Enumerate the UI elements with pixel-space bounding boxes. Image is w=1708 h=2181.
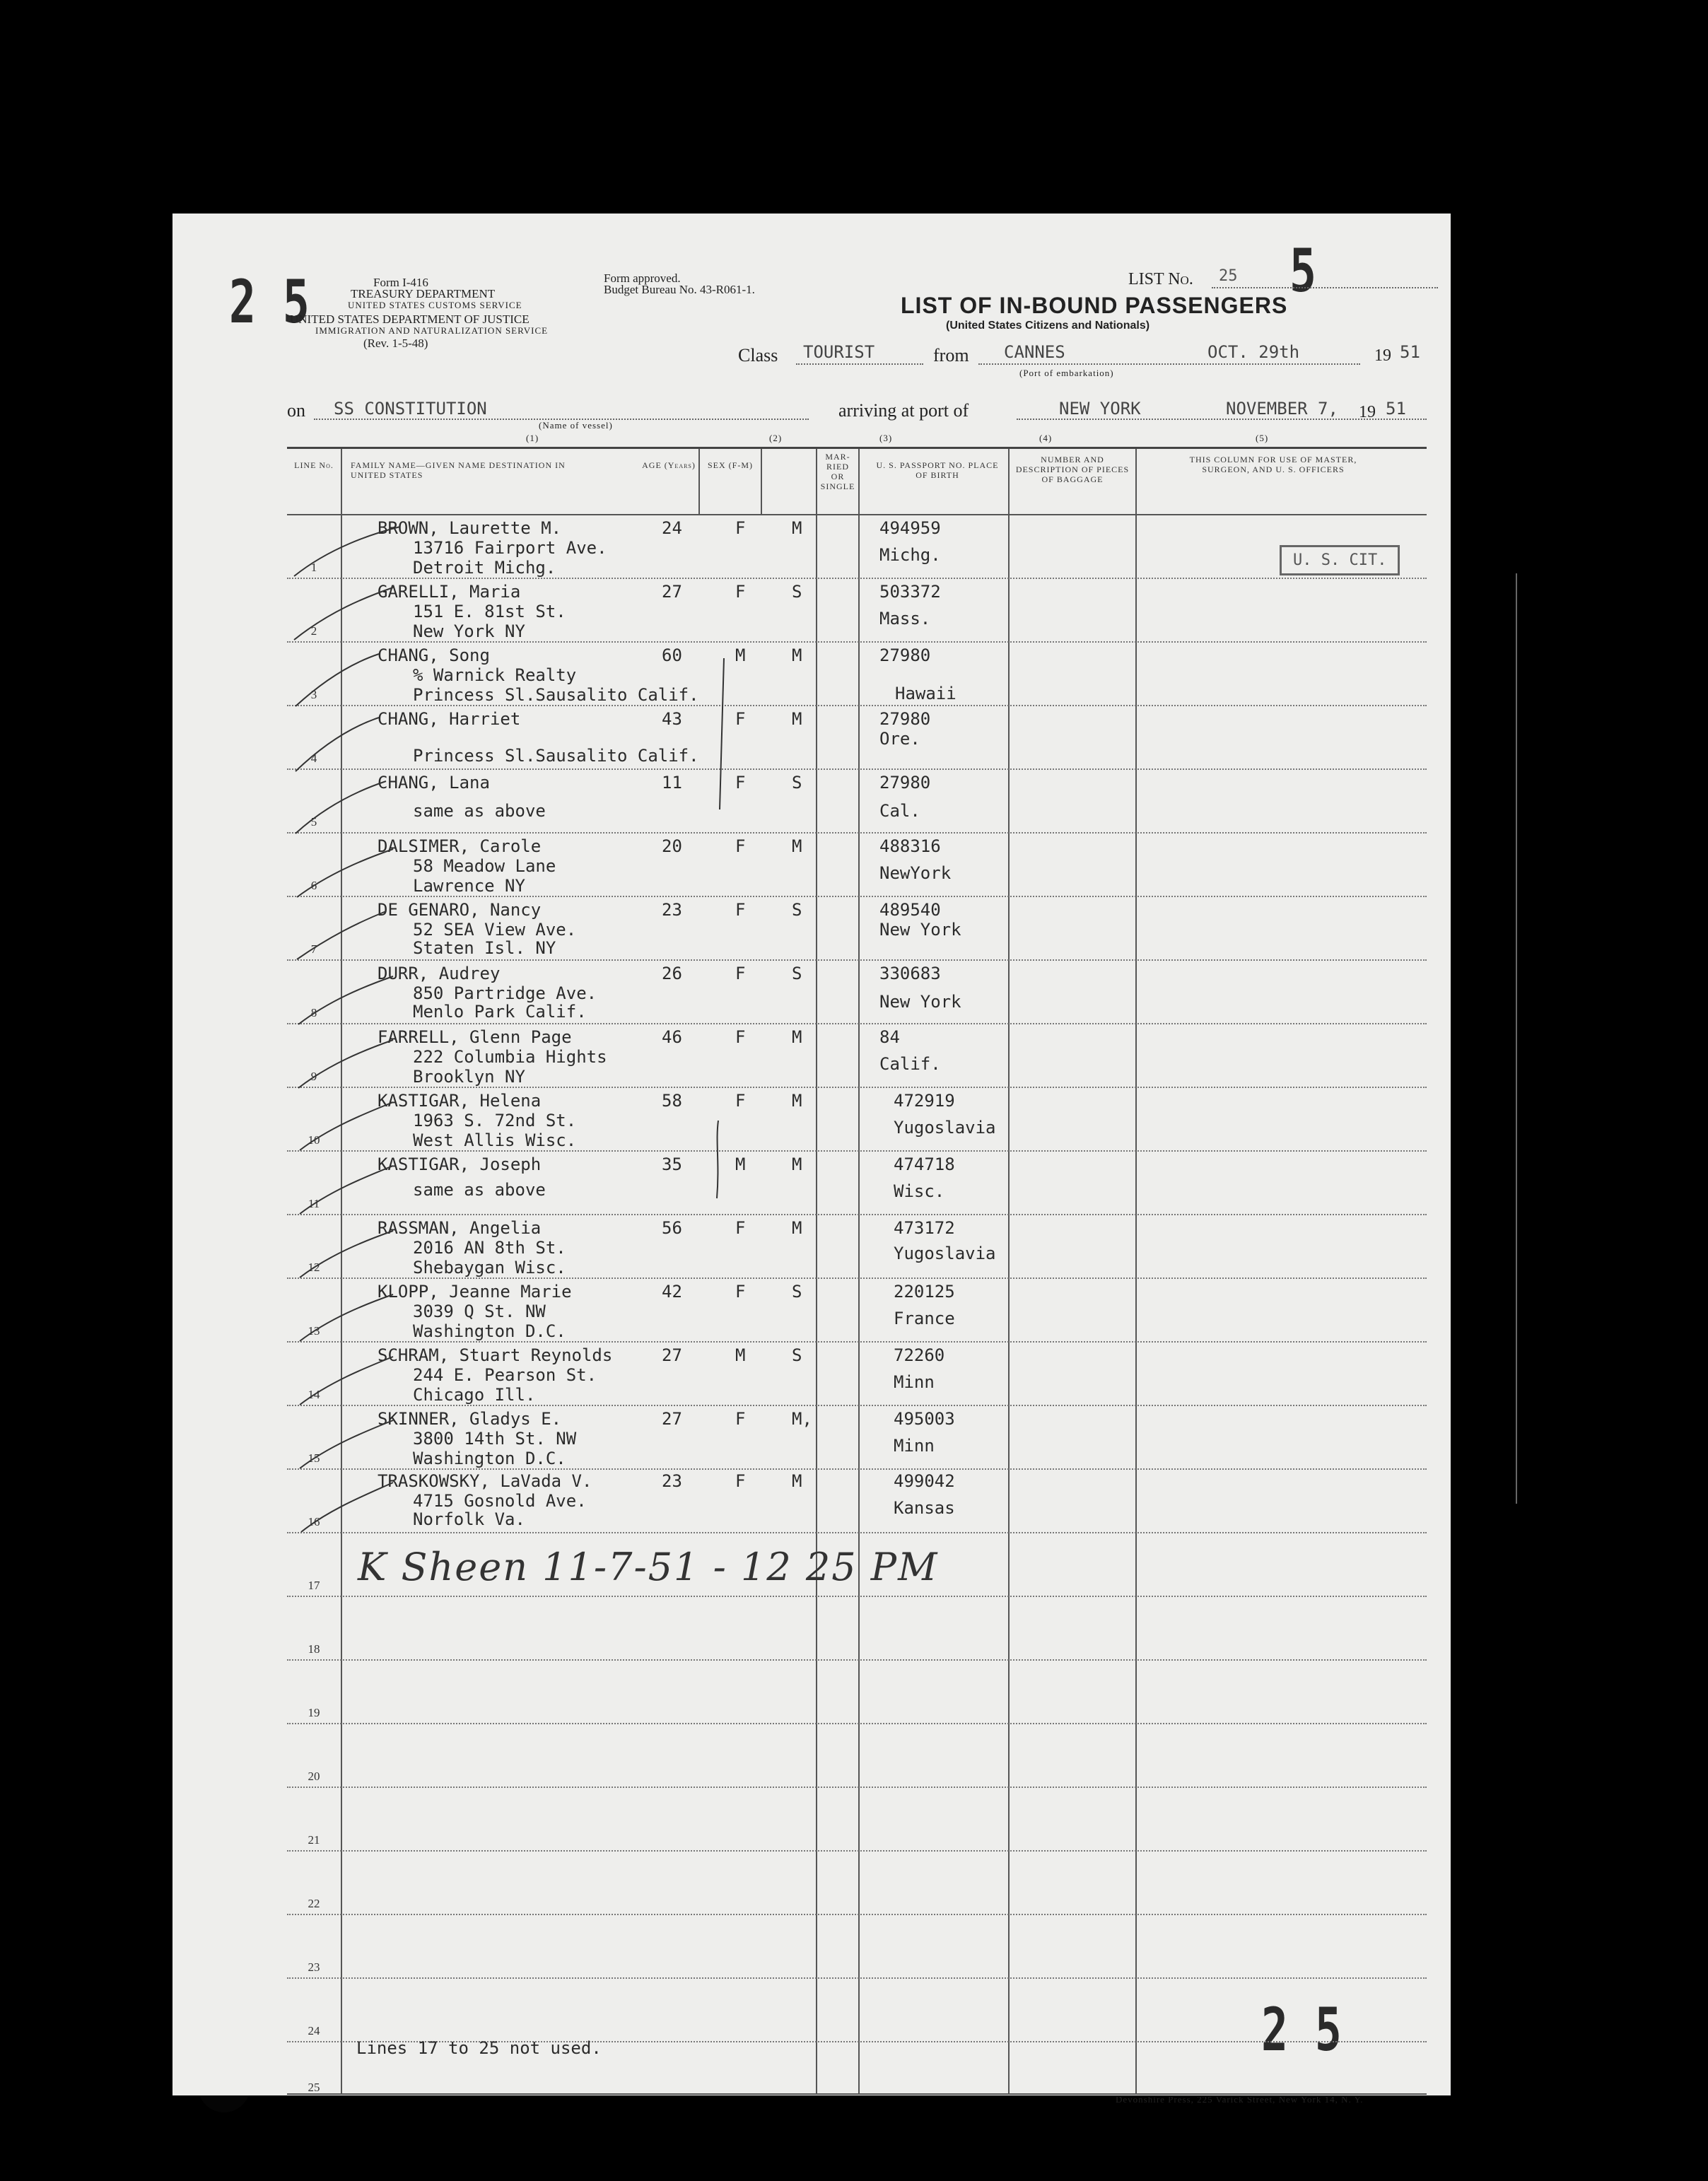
passenger-address: % Warnick Realty xyxy=(413,665,577,685)
header-married-single: MAR-RIED OR SINGLE xyxy=(820,452,855,491)
passenger-sex: F xyxy=(735,836,746,856)
line-number: 12 xyxy=(308,1261,320,1274)
passenger-address: 3800 14th St. NW xyxy=(413,1429,577,1449)
passenger-sex: F xyxy=(735,900,746,920)
passenger-city: Washington D.C. xyxy=(413,1449,566,1468)
passenger-name: CHANG, Song xyxy=(378,645,490,665)
passenger-marital-status: S xyxy=(792,964,802,983)
place-of-birth: NewYork xyxy=(879,863,952,883)
line-number: 23 xyxy=(308,1960,320,1974)
passenger-age: 35 xyxy=(662,1154,682,1174)
passenger-sex: F xyxy=(735,1471,746,1491)
passport-number: 494959 xyxy=(879,518,941,538)
place-of-birth: Kansas xyxy=(894,1498,955,1518)
passenger-age: 27 xyxy=(662,1345,682,1365)
us-citizen-stamp: U. S. CIT. xyxy=(1280,545,1400,575)
line-number: 14 xyxy=(308,1388,320,1401)
passenger-marital-status: S xyxy=(792,1345,802,1365)
stamped-page-number-bottom: 2 5 xyxy=(1261,1995,1342,2064)
passenger-marital-status: M xyxy=(792,1471,802,1491)
passenger-address: 13716 Fairport Ave. xyxy=(413,538,607,558)
departure-year-suffix: 51 xyxy=(1400,342,1420,362)
passport-number: 27980 xyxy=(879,773,931,793)
line-number: 24 xyxy=(308,2024,320,2037)
passenger-marital-status: M xyxy=(792,518,802,538)
passenger-age: 43 xyxy=(662,709,682,729)
passenger-sex: F xyxy=(735,1027,746,1047)
passenger-address: same as above xyxy=(413,1180,546,1200)
arrival-port: NEW YORK xyxy=(1059,399,1141,419)
passport-number: 72260 xyxy=(894,1345,945,1365)
passenger-address: 151 E. 81st St. xyxy=(413,602,566,621)
passenger-marital-status: M xyxy=(792,836,802,856)
col-sep-married xyxy=(858,449,860,2093)
passenger-sex: F xyxy=(735,1282,746,1302)
passenger-age: 27 xyxy=(662,582,682,602)
class-line xyxy=(796,363,923,365)
passport-number: 489540 xyxy=(879,900,941,920)
passenger-name: SCHRAM, Stuart Reynolds xyxy=(378,1345,613,1365)
place-of-birth: Ore. xyxy=(879,729,920,749)
unused-lines-note: Lines 17 to 25 not used. xyxy=(356,2038,602,2058)
inspector-signature: K Sheen 11-7-51 - 12 25 PM xyxy=(358,1545,939,1589)
place-of-birth: New York xyxy=(879,992,961,1012)
passport-number: 473172 xyxy=(894,1218,955,1238)
passenger-city: Washington D.C. xyxy=(413,1321,566,1341)
place-of-birth: New York xyxy=(879,920,961,940)
passenger-marital-status: S xyxy=(792,582,802,602)
line-number: 16 xyxy=(308,1515,320,1528)
passenger-sex: M xyxy=(735,645,746,665)
from-label: from xyxy=(933,345,969,366)
form-approval: Form approved. xyxy=(604,271,681,285)
passenger-name: TRASKOWSKY, LaVada V. xyxy=(378,1471,592,1491)
passenger-marital-status: M xyxy=(792,645,802,665)
passenger-name: GARELLI, Maria xyxy=(378,582,521,602)
passport-number: 330683 xyxy=(879,964,941,983)
passenger-city: Staten Isl. NY xyxy=(413,938,556,958)
form-subtitle: (United States Citizens and Nationals) xyxy=(946,320,1150,332)
arriving-label: arriving at port of xyxy=(838,400,969,421)
place-of-birth: France xyxy=(894,1309,955,1328)
line-number: 20 xyxy=(308,1770,320,1783)
arrival-date: NOVEMBER 7, xyxy=(1226,399,1338,419)
row-rule xyxy=(287,1596,1427,1597)
passenger-city: Princess Sl.Sausalito Calif. xyxy=(413,685,699,705)
passenger-address: 222 Columbia Hights xyxy=(413,1047,607,1067)
passenger-name: CHANG, Lana xyxy=(378,773,490,793)
passenger-sex: F xyxy=(735,1409,746,1429)
passenger-sex: F xyxy=(735,773,746,793)
passenger-sex: M xyxy=(735,1154,746,1174)
passenger-city: Lawrence NY xyxy=(413,876,525,896)
header-age: AGE (Years) xyxy=(642,460,696,470)
line-number: 9 xyxy=(310,1070,317,1083)
passenger-sex: M xyxy=(735,1345,746,1365)
line-number: 21 xyxy=(308,1833,320,1847)
arrival-year-suffix: 51 xyxy=(1386,399,1406,419)
line-number: 13 xyxy=(308,1324,320,1338)
departure-year-prefix: 19 xyxy=(1374,346,1391,365)
column-number-4: (4) xyxy=(1039,433,1053,443)
passenger-name: DURR, Audrey xyxy=(378,964,501,983)
passenger-city: Chicago Ill. xyxy=(413,1385,536,1405)
passenger-manifest-page xyxy=(172,214,1451,2105)
passenger-name: KASTIGAR, Joseph xyxy=(378,1154,542,1174)
passenger-age: 24 xyxy=(662,518,682,538)
passenger-name: KLOPP, Jeanne Marie xyxy=(378,1282,572,1302)
row-rule xyxy=(287,1723,1427,1724)
line-number: 3 xyxy=(310,688,317,701)
line-number: 25 xyxy=(308,2081,320,2094)
passenger-age: 56 xyxy=(662,1218,682,1238)
passenger-sex: F xyxy=(735,1091,746,1111)
passenger-name: BROWN, Laurette M. xyxy=(378,518,562,538)
passenger-city: New York NY xyxy=(413,621,525,641)
header-line-no: LINE No. xyxy=(294,460,334,470)
line-number: 11 xyxy=(308,1197,320,1210)
passenger-address: 244 E. Pearson St. xyxy=(413,1365,597,1385)
passenger-sex: F xyxy=(735,964,746,983)
from-value: CANNES xyxy=(1004,342,1065,362)
passenger-marital-status: M xyxy=(792,1027,802,1047)
passenger-name: SKINNER, Gladys E. xyxy=(378,1409,562,1429)
passenger-sex: F xyxy=(735,709,746,729)
line-number: 4 xyxy=(310,752,317,765)
row-rule xyxy=(287,1977,1427,1979)
passenger-address: 58 Meadow Lane xyxy=(413,856,556,876)
passenger-name: DE GENARO, Nancy xyxy=(378,900,542,920)
passenger-name: CHANG, Harriet xyxy=(378,709,521,729)
row-rule xyxy=(287,1787,1427,1788)
passenger-city: Princess Sl.Sausalito Calif. xyxy=(413,746,699,766)
column-number-5: (5) xyxy=(1256,433,1269,443)
stamped-page-number-top: 2 5 xyxy=(229,267,310,337)
passenger-name: FARRELL, Glenn Page xyxy=(378,1027,572,1047)
list-number-label: LIST No. xyxy=(1128,270,1193,288)
passenger-sex: F xyxy=(735,518,746,538)
column-number-3: (3) xyxy=(879,433,893,443)
passenger-city: West Allis Wisc. xyxy=(413,1130,577,1150)
row-rule xyxy=(287,1914,1427,1915)
passenger-sex: F xyxy=(735,582,746,602)
line-number: 19 xyxy=(308,1706,320,1719)
header-passport-birthplace: U. S. PASSPORT NO. PLACE OF BIRTH xyxy=(876,460,999,480)
line-number: 7 xyxy=(310,942,317,956)
line-number: 8 xyxy=(310,1006,317,1019)
column-number-1: (1) xyxy=(526,433,539,443)
officer-column-line xyxy=(1516,573,1517,1504)
passenger-address: 52 SEA View Ave. xyxy=(413,920,577,940)
passenger-address: 1963 S. 72nd St. xyxy=(413,1111,577,1130)
list-number-underline xyxy=(1212,287,1438,288)
class-value: TOURIST xyxy=(803,342,875,362)
passenger-age: 11 xyxy=(662,773,682,793)
passenger-age: 42 xyxy=(662,1282,682,1302)
passenger-marital-status: M xyxy=(792,1154,802,1174)
port-caption: (Port of embarkation) xyxy=(1019,368,1114,378)
passenger-city: Menlo Park Calif. xyxy=(413,1002,587,1022)
passport-number: 472919 xyxy=(894,1091,955,1111)
place-of-birth: Wisc. xyxy=(894,1181,945,1201)
place-of-birth: Cal. xyxy=(879,801,920,821)
list-number-value: 25 xyxy=(1219,267,1238,285)
line-number: 18 xyxy=(308,1642,320,1656)
passenger-city: Brooklyn NY xyxy=(413,1067,525,1087)
passenger-marital-status: M, xyxy=(792,1409,812,1429)
passenger-age: 26 xyxy=(662,964,682,983)
passenger-address: same as above xyxy=(413,801,546,821)
passenger-marital-status: S xyxy=(792,1282,802,1302)
stamped-page-number-top-right: 5 xyxy=(1289,236,1316,305)
passport-number: 474718 xyxy=(894,1154,955,1174)
header-name-destination: FAMILY NAME—GIVEN NAME DESTINATION IN UNITED STATES xyxy=(351,460,566,480)
header-baggage: NUMBER AND DESCRIPTION OF PIECES OF BAGGAGE xyxy=(1015,455,1130,484)
place-of-birth: Minn xyxy=(894,1372,935,1392)
vessel-name: SS CONSTITUTION xyxy=(334,399,487,419)
budget-bureau-number: Budget Bureau No. 43-R061-1. xyxy=(604,283,755,296)
col-sep-passport xyxy=(1008,449,1010,2093)
passenger-city: Norfolk Va. xyxy=(413,1509,525,1529)
place-of-birth: Mass. xyxy=(879,609,931,628)
header-sex: SEX (F-M) xyxy=(707,460,753,470)
line-number: 5 xyxy=(310,815,317,829)
passport-number: 499042 xyxy=(894,1471,955,1491)
passenger-city: Detroit Michg. xyxy=(413,558,556,578)
passenger-name: RASSMAN, Angelia xyxy=(378,1218,542,1238)
passport-number: 84 xyxy=(879,1027,900,1047)
place-of-birth: Calif. xyxy=(879,1054,941,1074)
from-line xyxy=(978,363,1360,365)
passenger-name: DALSIMER, Carole xyxy=(378,836,542,856)
line-number: 17 xyxy=(308,1579,320,1592)
passenger-marital-status: M xyxy=(792,709,802,729)
form-number: Form I-416 xyxy=(373,276,428,289)
passenger-city: Shebaygan Wisc. xyxy=(413,1258,566,1277)
line-number: 1 xyxy=(310,561,317,574)
place-of-birth: Hawaii xyxy=(895,684,957,703)
passenger-age: 23 xyxy=(662,1471,682,1491)
passenger-name: KASTIGAR, Helena xyxy=(378,1091,542,1111)
header-officers-use: THIS COLUMN FOR USE OF MASTER, SURGEON, AND U. S. OFFICERS xyxy=(1189,455,1357,474)
manifest-table xyxy=(287,447,1427,2095)
passenger-marital-status: M xyxy=(792,1091,802,1111)
passport-number: 488316 xyxy=(879,836,941,856)
arrival-year-prefix: 19 xyxy=(1359,403,1376,421)
on-label: on xyxy=(287,400,305,421)
passenger-age: 60 xyxy=(662,645,682,665)
place-of-birth: Yugoslavia xyxy=(894,1244,996,1263)
place-of-birth: Minn xyxy=(894,1436,935,1456)
col-sep-baggage xyxy=(1135,449,1137,2093)
passenger-address: 3039 Q St. NW xyxy=(413,1302,546,1321)
printer-imprint: Devonshire Press, 225 Varick Street, New York 14, N. Y. xyxy=(1116,2094,1364,2105)
form-revision: (Rev. 1-5-48) xyxy=(363,337,428,350)
department-immigration: IMMIGRATION AND NATURALIZATION SERVICE xyxy=(315,325,549,336)
department-customs: UNITED STATES CUSTOMS SERVICE xyxy=(348,300,522,310)
line-number: 22 xyxy=(308,1897,320,1910)
passport-number: 220125 xyxy=(894,1282,955,1302)
department-treasury: TREASURY DEPARTMENT xyxy=(351,287,496,300)
passenger-age: 20 xyxy=(662,836,682,856)
passport-number: 503372 xyxy=(879,582,941,602)
passenger-address: 2016 AN 8th St. xyxy=(413,1238,566,1258)
row-rule xyxy=(287,1659,1427,1661)
line-number: 6 xyxy=(310,879,317,892)
vessel-caption: (Name of vessel) xyxy=(539,420,613,431)
place-of-birth: Michg. xyxy=(879,545,941,565)
passenger-sex: F xyxy=(735,1218,746,1238)
passenger-marital-status: M xyxy=(792,1218,802,1238)
passenger-age: 23 xyxy=(662,900,682,920)
line-number: 10 xyxy=(308,1133,320,1147)
department-justice: UNITED STATES DEPARTMENT OF JUSTICE xyxy=(290,312,530,326)
passenger-age: 27 xyxy=(662,1409,682,1429)
handwritten-check-marks xyxy=(287,449,853,1552)
class-label: Class xyxy=(738,345,778,366)
line-number: 15 xyxy=(308,1451,320,1465)
passenger-address: 4715 Gosnold Ave. xyxy=(413,1491,587,1511)
column-number-2: (2) xyxy=(769,433,783,443)
form-title: LIST OF IN-BOUND PASSENGERS xyxy=(901,293,1288,318)
passport-number: 27980 xyxy=(879,645,931,665)
row-rule xyxy=(287,1850,1427,1852)
line-number: 2 xyxy=(310,624,317,638)
passport-number: 27980 xyxy=(879,709,931,729)
place-of-birth: Yugoslavia xyxy=(894,1118,996,1138)
passenger-address: 850 Partridge Ave. xyxy=(413,983,597,1003)
passport-number: 495003 xyxy=(894,1409,955,1429)
departure-date: OCT. 29th xyxy=(1207,342,1300,362)
passenger-age: 58 xyxy=(662,1091,682,1111)
passenger-marital-status: S xyxy=(792,773,802,793)
passenger-age: 46 xyxy=(662,1027,682,1047)
passenger-marital-status: S xyxy=(792,900,802,920)
